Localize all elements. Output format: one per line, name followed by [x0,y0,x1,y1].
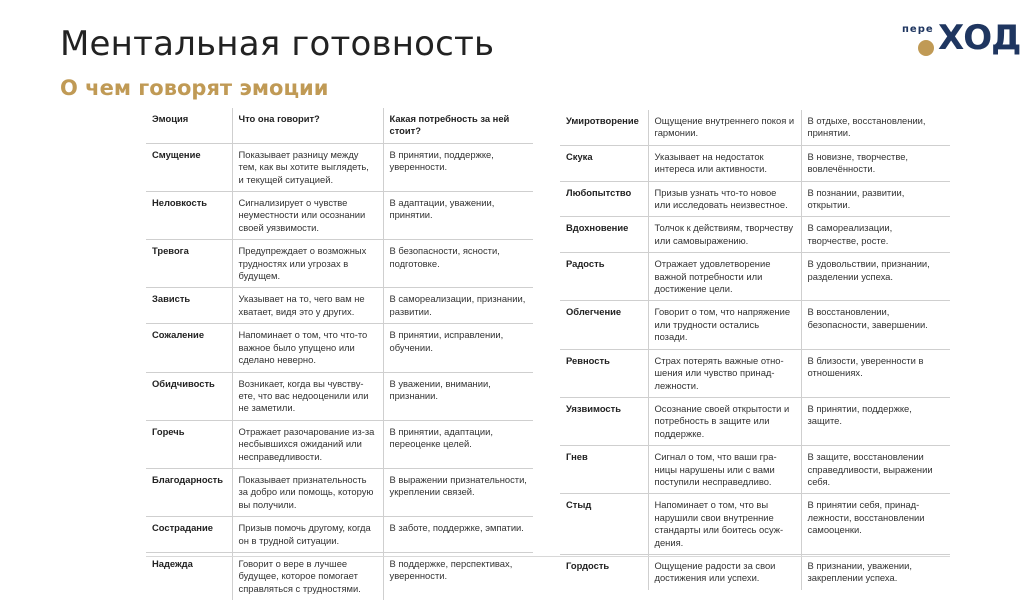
need-cell: В отдыхе, восстановлении, принятии. [801,110,950,145]
emotion-cell: Обидчивость [146,372,232,420]
says-cell: Призыв помочь другому, когда он в трудной ситуации. [232,517,383,553]
column-header-emotion: Эмоция [146,108,232,143]
table-row [560,397,950,445]
table-row [146,468,533,516]
table-row [146,517,533,553]
says-cell: Ощущение радости за свои достижения или успехи. [648,554,801,589]
need-cell: В безопасности, ясности, подготовке. [383,240,533,288]
says-cell: Напоминает о том, что вы нарушили свои внутренние стандарты или боитесь осуждения. [648,494,801,555]
need-cell: В принятии, поддержке, уверенности. [383,143,533,191]
says-cell: Толчок к действиям, творчеству или самовыражению. [648,217,801,253]
says-cell: Возникает, когда вы чувствуете, что вас недооценили или не заметили. [232,372,383,420]
says-cell: Сигнализирует о чувстве неуместности или осознании своей уязвимости. [232,192,383,240]
need-cell: В удовольствии, признании, разделении успеха. [801,253,950,301]
column-header-need: Какая потребность за ней стоит? [383,108,533,143]
table-row [560,494,950,555]
says-cell: Указывает на недостаток интереса или активности. [648,145,801,181]
table-row [560,217,950,253]
table-row [146,288,533,324]
says-cell: Сигнал о том, что ваши границы нарушены или с вами поступили несправедливо. [648,446,801,494]
need-cell: В признании, уважении, закреплении успеха. [807,559,912,584]
says-cell: Показывает разницу между тем, как вы хотите выглядеть, и текущей ситуацией. [232,143,383,191]
emotion-cell: Уязвимость [560,397,648,445]
emotion-cell: Умиротворение [560,110,648,145]
table-row [146,143,533,191]
emotion-cell: Вдохновение [560,217,648,253]
need-cell: В защите, восстановлении справедливости, выражении себя. [801,446,950,494]
bottom-divider [146,556,950,557]
emotion-cell: Гнев [560,446,648,494]
need-cell: В адаптации, уважении, принятии. [383,192,533,240]
says-cell: Говорит о том, что напряжение или трудности остались позади. [648,301,801,349]
need-cell: В поддержке, перспективах, уверенности. [389,557,513,582]
emotion-cell: Горечь [146,420,232,468]
says-cell: Предупреждает о возможных трудностях или угрозах в будущем. [232,240,383,288]
need-cell: В выражении признательности, укреплении связей. [383,468,533,516]
logo-dot-icon [918,40,934,56]
table-row [560,110,950,145]
emotion-cell: Тревога [146,240,232,288]
says-cell: Показывает признательность за добро или помощь, которую вы получили. [232,468,383,516]
emotion-cell: Стыд [560,494,648,555]
emotion-cell: Облегчение [560,301,648,349]
table-row [560,301,950,349]
emotion-cell: Смущение [146,143,232,191]
emotion-cell: Любопытство [560,181,648,217]
need-cell: В близости, уверенности в отношениях. [801,349,950,397]
need-cell: В уважении, внимании, признании. [383,372,533,420]
says-cell: Ощущение внутреннего покоя и гармонии. [648,110,801,145]
need-cell: В заботе, поддержке, эмпатии. [383,517,533,553]
says-cell: Отражает разочарование из-за несбывшихся ожиданий или несправедливости. [232,420,383,468]
need-cell: В познании, развитии, открытии. [801,181,950,217]
emotions-table-right [560,110,950,590]
logo-word: ХОД [938,18,1021,58]
says-cell: Осознание своей открытости и потребность в защите или поддержке. [648,397,801,445]
column-header-says: Что она говорит? [232,108,383,143]
table-row [560,181,950,217]
emotion-cell: Сострадание [146,517,232,553]
says-cell: Отражает удовлетворение важной потребности или достижение цели. [648,253,801,301]
page-title: Ментальная готовность [60,24,495,64]
logo-prefix: пере [902,24,934,35]
says-cell: Напоминает о том, что что-то важное было упущено или сделано неверно. [232,324,383,372]
need-cell: В самореализации, признании, развитии. [383,288,533,324]
need-cell: В принятии, поддержке, защите. [801,397,950,445]
table-row [146,420,533,468]
emotion-cell: Надежда [146,552,232,600]
table-row [146,552,533,600]
emotion-cell: Скука [560,145,648,181]
need-cell: В новизне, творчестве, вовлечённости. [801,145,950,181]
emotion-cell: Благодарность [146,468,232,516]
emotions-table-left [146,108,533,600]
need-cell: В самореализации, творчестве, росте. [801,217,950,253]
table-row [146,192,533,240]
page-subtitle: О чем говорят эмоции [60,76,329,100]
emotion-cell: Гордость [560,554,648,589]
says-cell: Указывает на то, чего вам не хватает, видя это у других. [232,288,383,324]
need-cell: В восстановлении, безопасности, завершении. [801,301,950,349]
logo [902,18,1021,60]
need-cell: В принятии, исправлении, обучении. [383,324,533,372]
table-row [560,554,950,589]
table-row [146,324,533,372]
table-row [560,145,950,181]
table-row [146,240,533,288]
table-row [560,253,950,301]
says-cell: Страх потерять важные отношения или чувство принадлежности. [648,349,801,397]
table-row [560,349,950,397]
emotion-cell: Зависть [146,288,232,324]
table-row [560,446,950,494]
says-cell: Говорит о вере в лучшее будущее, которое помогает справляться с трудностями. [232,552,383,600]
emotion-cell: Неловкость [146,192,232,240]
says-cell: Призыв узнать что-то новое или исследовать неизвестное. [648,181,801,217]
need-cell: В принятии себя, принадлежности, восстановлении самооценки. [801,494,950,555]
table-header-row [146,108,533,143]
emotion-cell: Сожаление [146,324,232,372]
need-cell: В принятии, адаптации, переоценке целей. [383,420,533,468]
table-row [146,372,533,420]
emotion-cell: Ревность [560,349,648,397]
emotion-cell: Радость [560,253,648,301]
